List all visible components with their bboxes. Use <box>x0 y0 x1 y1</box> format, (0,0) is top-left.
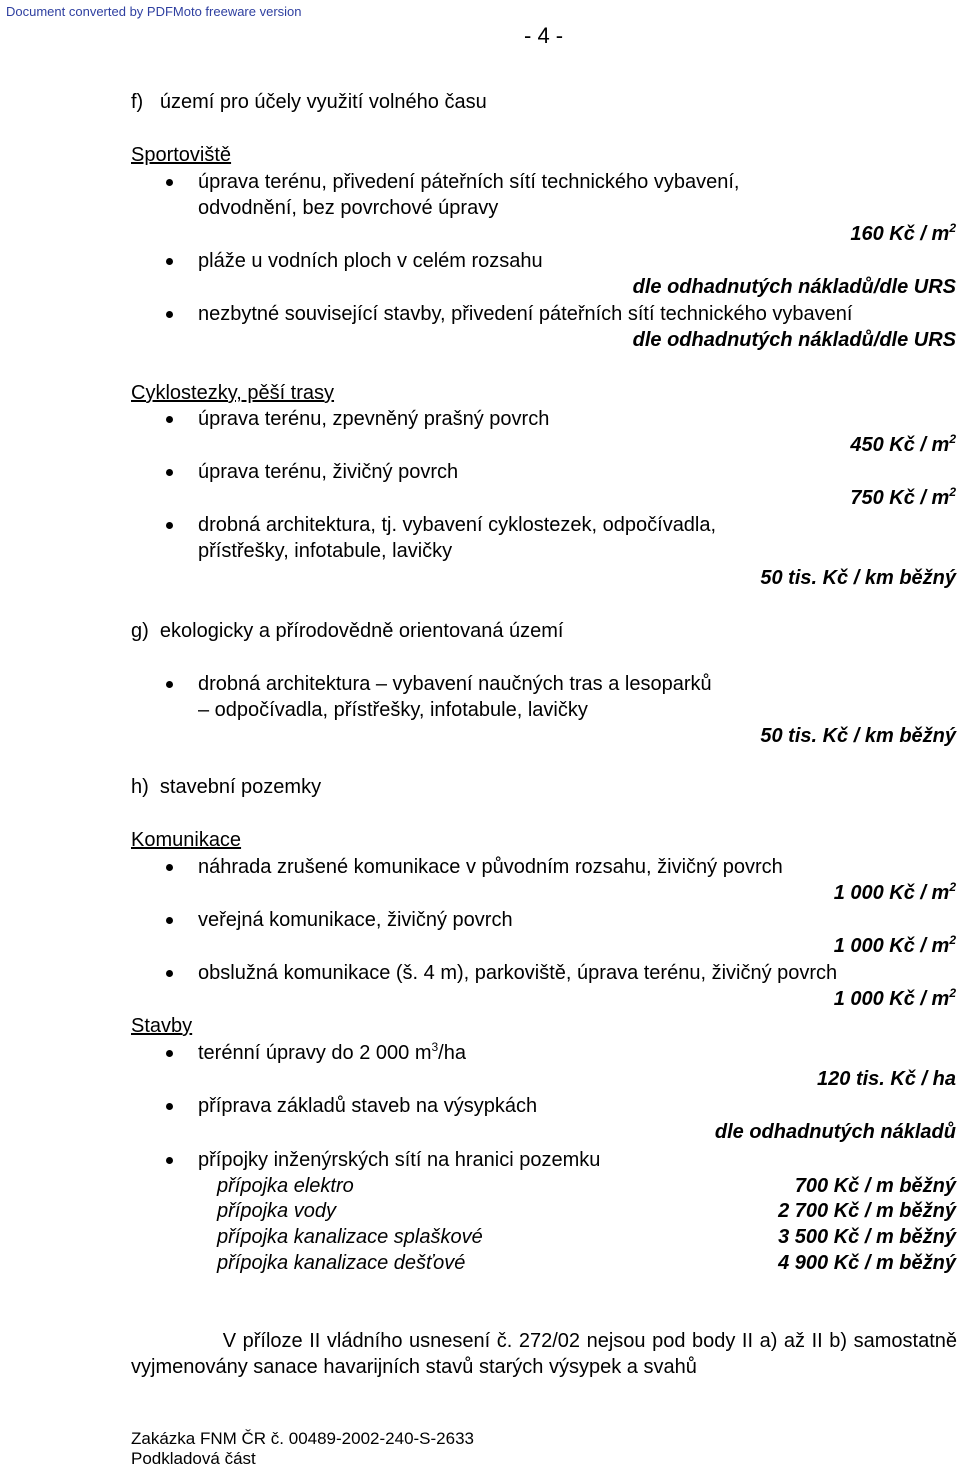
cyklostezky-item-2: úprava terénu, živičný povrch <box>198 461 459 483</box>
komunikace-item-3: obslužná komunikace (š. 4 m), parkoviště, úprava terénu, živičný povrch <box>198 962 838 984</box>
bullet-icon <box>166 1157 173 1164</box>
sportoviste-item-3-price: dle odhadnutých nákladů/dle URS <box>632 329 956 351</box>
sportoviste-item-1-line-2: odvodnění, bez povrchové úpravy <box>198 197 499 219</box>
bullet-icon <box>166 970 173 977</box>
converter-watermark: Document converted by PDFMoto freeware version <box>6 4 302 19</box>
closing-paragraph: V příloze II vládního usnesení č. 272/02 nejsou pod body II a) až II b) samostatně vyjmenovány sanace havarijních stavů starých výsypek a svahů <box>131 1330 957 1378</box>
pripojka-elektro-price: 700 Kč / m běžný <box>794 1175 956 1197</box>
bullet-icon <box>166 469 173 476</box>
bullet-icon <box>166 917 173 924</box>
pripojka-vody-price: 2 700 Kč / m běžný <box>778 1200 956 1222</box>
sportoviste-item-1-price: 160 Kč / $m^2$ <box>850 221 956 245</box>
bullet-icon <box>166 258 173 265</box>
sportoviste-item-3: nezbytné související stavby, přivedení páteřních sítí technického vybavení <box>198 303 853 325</box>
cyklostezky-item-3-line-2: přístřešky, infotabule, lavičky <box>198 540 453 562</box>
bullet-icon <box>166 864 173 871</box>
cyklostezky-item-2-price: 750 Kč / $m^2$ <box>850 485 956 509</box>
pripojka-destova-label: přípojka kanalizace dešťové <box>217 1252 466 1274</box>
subsection-sportoviste-title: Sportoviště <box>131 144 232 166</box>
bullet-icon <box>166 681 173 688</box>
page-number: - 4 - <box>524 23 564 48</box>
bullet-icon <box>166 179 173 186</box>
bullet-icon <box>166 1050 173 1057</box>
stavby-item-3: přípojky inženýrských sítí na hranici pozemku <box>198 1149 601 1171</box>
footer-part-name: Podkladová část <box>131 1449 256 1468</box>
sportoviste-item-2-price: dle odhadnutých nákladů/dle URS <box>632 276 956 298</box>
pripojka-splaskova-price: 3 500 Kč / m běžný <box>778 1226 956 1248</box>
cyklostezky-item-1-price: 450 Kč / $m^2$ <box>850 432 956 456</box>
pripojka-vody-label: přípojka vody <box>217 1200 336 1222</box>
komunikace-item-2-price: 1 000 Kč / $m^2$ <box>833 933 956 957</box>
subsection-komunikace-title: Komunikace <box>131 829 242 851</box>
stavby-item-2: příprava základů staveb na výsypkách <box>198 1095 538 1117</box>
g-item-1-price: 50 tis. Kč / km běžný <box>760 725 956 747</box>
komunikace-item-2: veřejná komunikace, živičný povrch <box>198 909 513 931</box>
stavby-item-1: terénní úpravy do 2 000 $m^3/ha$ <box>198 1040 466 1064</box>
subsection-cyklostezky-title: Cyklostezky, pěší trasy <box>131 382 335 404</box>
sportoviste-item-1-line-1: úprava terénu, přivedení páteřních sítí technického vybavení, <box>198 171 740 193</box>
komunikace-item-1: náhrada zrušené komunikace v původním rozsahu, živičný povrch <box>198 856 783 878</box>
stavby-item-1-price: 120 tis. Kč / ha <box>817 1068 956 1090</box>
g-item-1-line-1: drobná architektura – vybavení naučných tras a lesoparků <box>198 673 712 695</box>
footer-contract-number: Zakázka FNM ČR č. 00489-2002-240-S-2633 <box>131 1429 474 1448</box>
cyklostezky-item-3-line-1: drobná architektura, tj. vybavení cyklostezek, odpočívadla, <box>198 514 717 536</box>
bullet-icon <box>166 522 173 529</box>
stavby-item-2-price: dle odhadnutých nákladů <box>714 1121 956 1143</box>
komunikace-item-1-price: 1 000 Kč / $m^2$ <box>833 880 956 904</box>
pripojka-destova-price: 4 900 Kč / m běžný <box>778 1252 956 1274</box>
pripojka-elektro-label: přípojka elektro <box>217 1175 354 1197</box>
g-item-1-line-2: – odpočívadla, přístřešky, infotabule, lavičky <box>198 699 588 721</box>
cyklostezky-item-3-price: 50 tis. Kč / km běžný <box>760 567 956 589</box>
cyklostezky-item-1: úprava terénu, zpevněný prašný povrch <box>198 408 550 430</box>
bullet-icon <box>166 1103 173 1110</box>
section-f-heading: f) území pro účely využití volného času <box>131 91 487 113</box>
pripojka-splaskova-label: přípojka kanalizace splaškové <box>217 1226 483 1248</box>
section-g-heading: g) ekologicky a přírodovědně orientovaná území <box>131 620 564 642</box>
bullet-icon <box>166 416 173 423</box>
section-h-heading: h) stavební pozemky <box>131 776 322 798</box>
subsection-stavby-title: Stavby <box>131 1015 193 1037</box>
sportoviste-item-2: pláže u vodních ploch v celém rozsahu <box>198 250 543 272</box>
bullet-icon <box>166 311 173 318</box>
komunikace-item-3-price: 1 000 Kč / $m^2$ <box>833 986 956 1010</box>
